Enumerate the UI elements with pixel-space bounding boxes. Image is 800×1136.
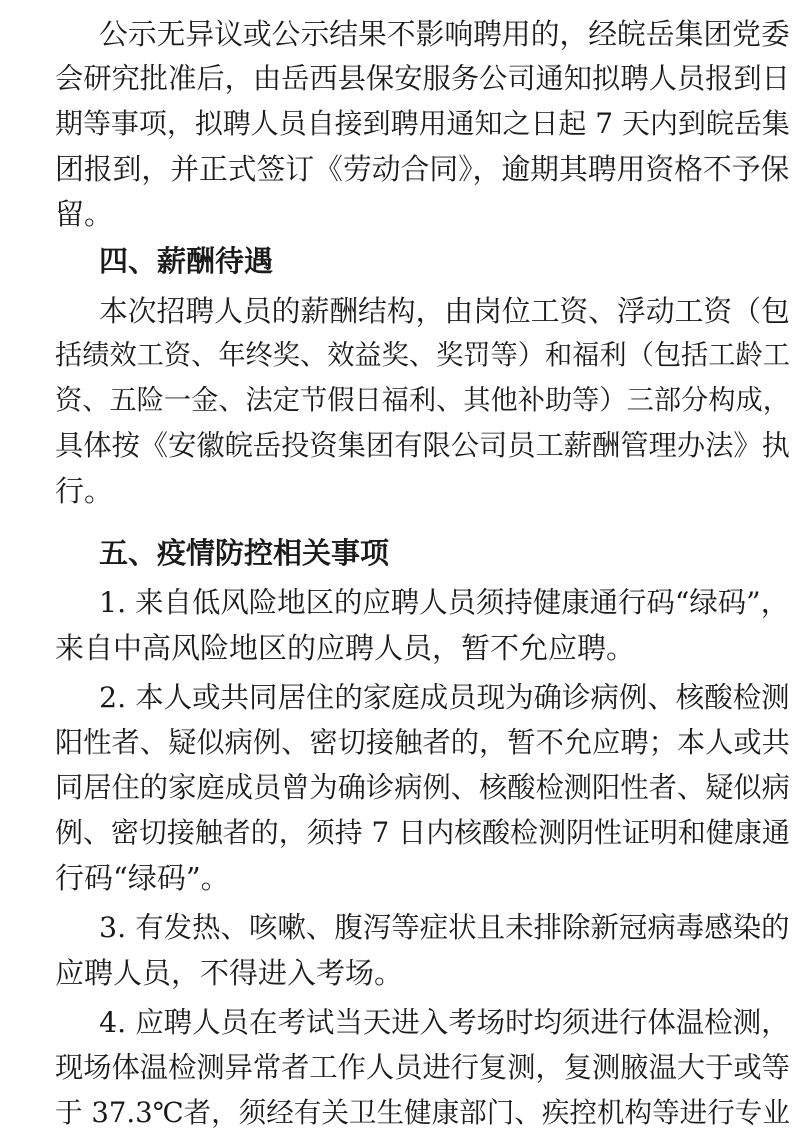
paragraph-line: 应聘人员，不得进入考场。 (55, 956, 404, 990)
paragraph-line: 资、五险一金、法定节假日福利、其他补助等）三部分构成， (55, 385, 790, 416)
section-heading-salary: 四、薪酬待遇 (99, 244, 274, 278)
paragraph-line: 会研究批准后，由岳西县保安服务公司通知拟聘人员报到日 (55, 62, 790, 95)
paragraph-line: 现场体温检测异常者工作人员进行复测，复测腋温大于或等 (55, 1051, 790, 1084)
paragraph-line: 4. 应聘人员在考试当天进入考场时均须进行体温检测， (99, 1006, 790, 1039)
paragraph-line: 于 37.3℃者，须经有关卫生健康部门、疾控机构等进行专业 (55, 1096, 790, 1129)
paragraph-line: 留。 (55, 197, 114, 231)
paragraph-line: 来自中高风险地区的应聘人员，暂不允应聘。 (55, 631, 636, 665)
paragraph-line: 本次招聘人员的薪酬结构，由岗位工资、浮动工资（包 (99, 294, 790, 328)
paragraph-line: 例、密切接触者的，须持 7 日内核酸检测阴性证明和健康通 (55, 816, 790, 849)
paragraph-line: 阳性者、疑似病例、密切接触者的，暂不允应聘；本人或共 (55, 726, 790, 759)
paragraph-line: 行码“绿码”。 (55, 861, 230, 895)
paragraph-line: 团报到，并正式签订《劳动合同》，逾期其聘用资格不予保 (55, 152, 790, 186)
paragraph-line: 同居住的家庭成员曾为确诊病例、核酸检测阳性者、疑似病 (55, 771, 790, 804)
paragraph-line: 括绩效工资、年终奖、效益奖、奖罚等）和福利（包括工龄工 (55, 340, 790, 371)
paragraph-line: 3. 有发热、咳嗽、腹泻等症状且未排除新冠病毒感染的 (99, 911, 790, 944)
paragraph-line: 期等事项，拟聘人员自接到聘用通知之日起 7 天内到皖岳集 (55, 107, 790, 140)
section-heading-epidemic: 五、疫情防控相关事项 (99, 536, 390, 570)
paragraph-line: 具体按《安徽皖岳投资集团有限公司员工薪酬管理办法》执 (55, 429, 790, 462)
paragraph-line: 1. 来自低风险地区的应聘人员须持健康通行码“绿码”， (99, 586, 790, 619)
paragraph-line: 公示无异议或公示结果不影响聘用的，经皖岳集团党委 (99, 17, 790, 51)
paragraph-line: 2. 本人或共同居住的家庭成员现为确诊病例、核酸检测 (99, 681, 790, 714)
paragraph-line: 行。 (55, 474, 114, 508)
